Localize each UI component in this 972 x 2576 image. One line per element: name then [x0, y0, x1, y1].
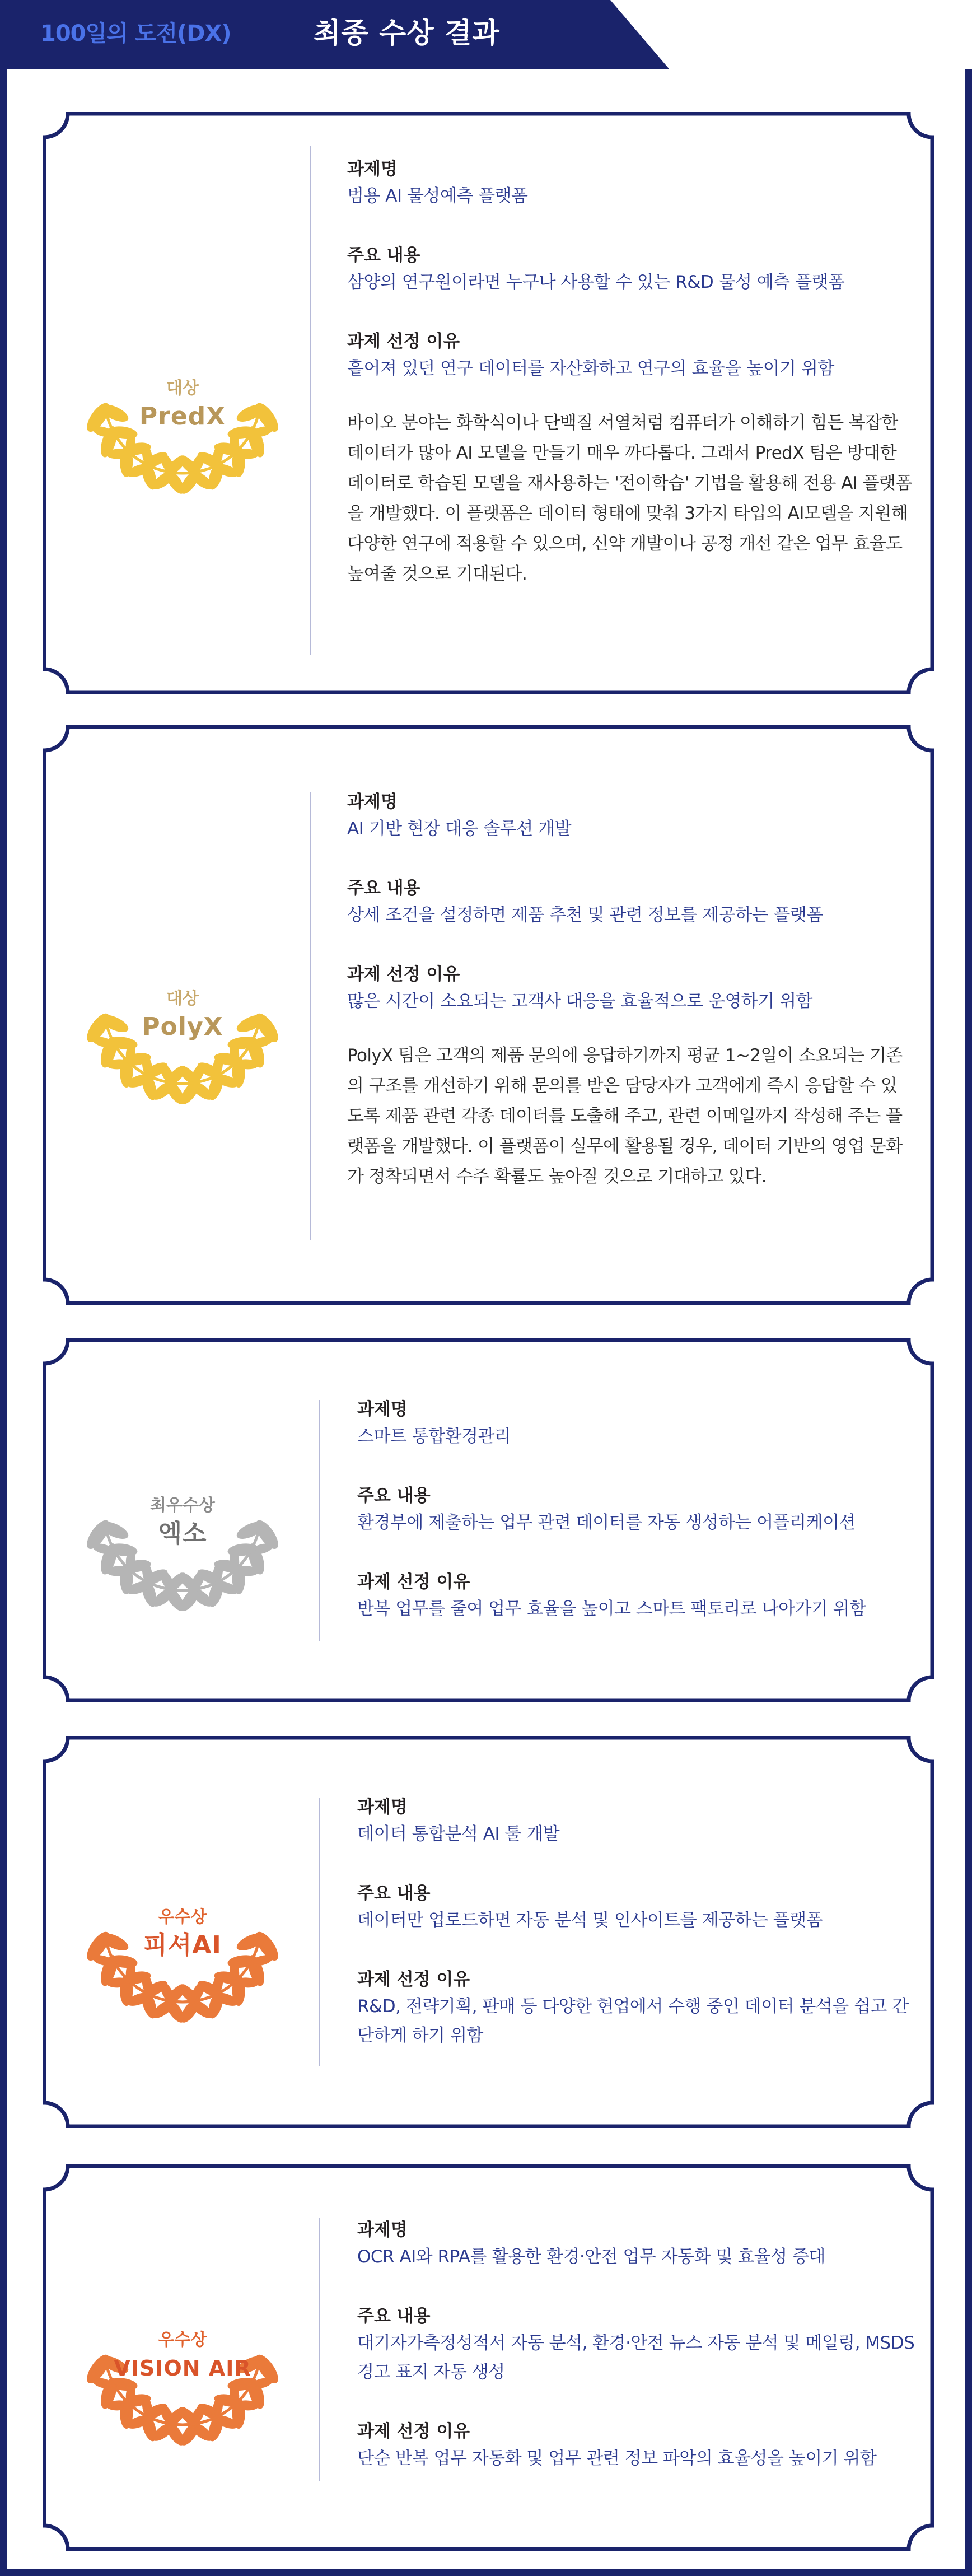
award-badge — [76, 297, 289, 510]
divider — [310, 792, 311, 1240]
award-rank: 우수상 — [158, 1907, 207, 1927]
award-rank: 우수상 — [158, 2330, 207, 2350]
award-card-polyx — [43, 725, 934, 1305]
award-badge — [76, 1414, 289, 1627]
selection-reason-label: 과제 선정 이유 — [357, 1572, 470, 1592]
main-content-label: 주요 내용 — [347, 245, 420, 265]
project-name: 데이터 통합분석 AI 툴 개발 — [357, 1824, 560, 1844]
divider — [319, 2218, 320, 2481]
award-info — [347, 157, 913, 589]
page-header — [0, 0, 972, 69]
team-name: VISION AIR — [114, 2356, 251, 2381]
award-badge — [76, 907, 289, 1120]
award-description: 바이오 분야는 화학식이나 단백질 서열처럼 컴퓨터가 이해하기 힘든 복잡한 데이터가 많아 AI 모델을 만들기 매우 까다롭다. 그래서 PredX 팀은 방대한 데이터로 학습된 모델을 재사용하는 '전이학습' 기법을 활용해 전용 AI 플랫폼을 개발했다. 이 플랫폼은 데이터 형태에 맞춰 3가지 타입의 AI모델을 지원해 다양한 연구에 적용할 수 있으며, 신약 개발이나 공정 개선 같은 업무 효율도 높여줄 것으로 기대된다. — [347, 413, 912, 584]
team-name: 피셔AI — [143, 1931, 222, 1959]
selection-reason: 흩어져 있던 연구 데이터를 자산화하고 연구의 효율을 높이기 위함 — [347, 358, 834, 379]
award-badge — [76, 1826, 289, 2038]
main-content-label: 주요 내용 — [357, 2306, 431, 2326]
award-card-exo — [43, 1338, 934, 1702]
main-content-label: 주요 내용 — [357, 1883, 431, 1903]
award-badge — [76, 2248, 289, 2461]
selection-reason: 단순 반복 업무 자동화 및 업무 관련 정보 파악의 효율성을 높이기 위함 — [357, 2448, 877, 2468]
project-name-label: 과제명 — [357, 1399, 408, 1420]
award-rank: 대상 — [166, 989, 199, 1009]
divider — [319, 1798, 320, 2066]
project-name-label: 과제명 — [357, 2220, 408, 2240]
main-content-label: 주요 내용 — [347, 878, 420, 898]
selection-reason-label: 과제 선정 이유 — [347, 964, 460, 984]
award-rank: 최우수상 — [150, 1496, 215, 1515]
award-card-predx — [43, 112, 934, 694]
divider — [310, 146, 311, 655]
project-name-label: 과제명 — [357, 1797, 408, 1817]
selection-reason-label: 과제 선정 이유 — [347, 332, 460, 352]
main-content: 상세 조건을 설정하면 제품 추천 및 관련 정보를 제공하는 플랫폼 — [347, 905, 823, 925]
divider — [319, 1400, 320, 1641]
main-content-label: 주요 내용 — [357, 1486, 431, 1506]
project-name-label: 과제명 — [347, 792, 398, 812]
project-name-label: 과제명 — [347, 159, 398, 179]
award-info — [357, 1795, 923, 2050]
award-info — [347, 790, 913, 1192]
award-rank: 대상 — [166, 379, 199, 398]
award-description: PolyX 팀은 고객의 제품 문의에 응답하기까지 평균 1~2일이 소요되는 기존의 구조를 개선하기 위해 문의를 받은 담당자가 고객에게 즉시 응답할 수 있도록 제품 관련 각종 데이터를 도출해 주고, 관련 이메일까지 작성해 주는 플랫폼을 개발했다. 이 플랫폼이 실무에 활용될 경우, 데이터 기반의 영업 문화가 정착되면서 수주 확률도 높아질 것으로 기대하고 있다. — [347, 1046, 903, 1187]
team-name: PolyX — [142, 1012, 223, 1041]
main-content: 데이터만 업로드하면 자동 분석 및 인사이트를 제공하는 플랫폼 — [357, 1910, 823, 1930]
main-content: 대기자가측정성적서 자동 분석, 환경·안전 뉴스 자동 분석 및 메일링, MSDS 경고 표지 자동 생성 — [357, 2333, 915, 2382]
team-name: PredX — [139, 402, 226, 431]
award-info — [357, 1397, 923, 1623]
page-title: 최종 수상 결과 — [314, 17, 500, 49]
project-name: OCR AI와 RPA를 활용한 환경·안전 업무 자동화 및 효율성 증대 — [357, 2247, 825, 2267]
award-info — [357, 2218, 917, 2473]
main-content: 환경부에 제출하는 업무 관련 데이터를 자동 생성하는 어플리케이션 — [357, 1513, 856, 1533]
selection-reason: R&D, 전략기획, 판매 등 다양한 현업에서 수행 중인 데이터 분석을 쉽고 간단하게 하기 위함 — [357, 1996, 909, 2046]
project-name: 범용 AI 물성예측 플랫폼 — [347, 186, 528, 206]
team-name: 엑소 — [158, 1519, 207, 1548]
selection-reason: 많은 시간이 소요되는 고객사 대응을 효율적으로 운영하기 위함 — [347, 991, 813, 1011]
selection-reason-label: 과제 선정 이유 — [357, 1970, 470, 1990]
main-content: 삼양의 연구원이라면 누구나 사용할 수 있는 R&D 물성 예측 플랫폼 — [347, 272, 845, 292]
project-name: 스마트 통합환경관리 — [357, 1426, 511, 1446]
award-card-vision-air — [43, 2164, 934, 2551]
award-card-fisher-ai — [43, 1736, 934, 2128]
project-name: AI 기반 현장 대응 솔루션 개발 — [347, 819, 572, 839]
selection-reason: 반복 업무를 줄여 업무 효율을 높이고 스마트 팩토리로 나아가기 위함 — [357, 1599, 866, 1619]
series-title: 100일의 도전(DX) — [40, 21, 231, 46]
selection-reason-label: 과제 선정 이유 — [357, 2421, 470, 2442]
